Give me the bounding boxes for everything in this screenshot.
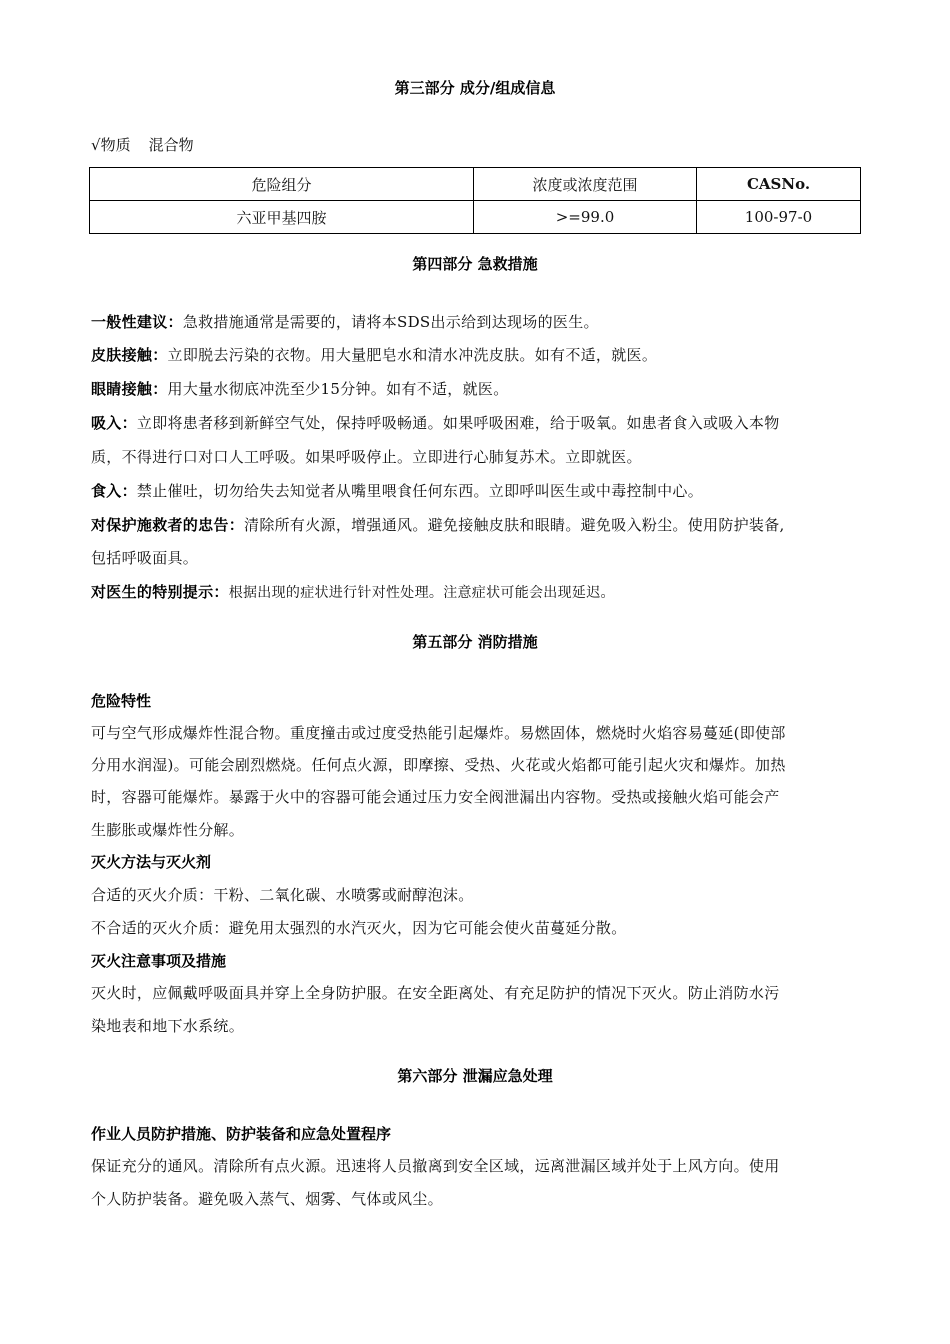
hazard-heading: 危险特性 — [91, 692, 152, 710]
hazard-line: 时，容器可能爆炸。暴露于火中的容器可能会通过压力安全阀泄漏出内容物。受热或接触火焰可能会产 — [91, 788, 780, 806]
table-cell-concentration: >=99.0 — [474, 201, 697, 234]
first-aid-inhale — [91, 412, 866, 434]
hazard-line: 生膨胀或爆炸性分解。 — [91, 821, 245, 839]
skin-label: 皮肤接触： — [91, 346, 168, 364]
extinguish-line: 不合适的灭火介质：避免用太强烈的水汽灭火，因为它可能会使火苗蔓延分散。 — [91, 919, 627, 937]
first-aid-doctor — [91, 581, 866, 604]
rescuer-text-1: 清除所有火源，增强通风。避免接触皮肤和眼睛。避免吸入粉尘。使用防护装备, — [244, 516, 785, 534]
rescuer-label: 对保护施救者的忠告： — [91, 516, 245, 534]
inhale-text-1: 立即将患者移到新鲜空气处，保持呼吸畅通。如果呼吸困难，给于吸氧。如患者食入或吸入本物 — [136, 414, 780, 432]
substance-value: 混合物 — [148, 136, 194, 154]
extinguish-line: 合适的灭火介质：干粉、二氧化碳、水喷雾或耐醇泡沫。 — [91, 886, 474, 904]
eye-text: 用大量水彻底冲洗至少15分钟。如有不适，就医。 — [167, 380, 509, 398]
first-aid-inhale-cont — [91, 446, 866, 468]
checkmark-icon: √ — [91, 136, 101, 154]
first-aid-ingest — [91, 480, 866, 502]
caution-line: 染地表和地下水系统。 — [91, 1017, 245, 1035]
table-header-cas: CASNo. — [697, 168, 861, 201]
inhale-label: 吸入： — [91, 414, 137, 432]
personnel-line: 保证充分的通风。清除所有点火源。迅速将人员撤离到安全区域，远离泄漏区域并处于上风方向。使用 — [91, 1157, 780, 1175]
caution-heading: 灭火注意事项及措施 — [91, 952, 227, 970]
first-aid-eye — [91, 378, 866, 400]
first-aid-rescuer — [91, 514, 866, 536]
section-title-part6: 第六部分 泄漏应急处理 — [397, 1067, 553, 1085]
personnel-heading: 作业人员防护措施、防护装备和应急处置程序 — [91, 1125, 392, 1143]
table-header-concentration: 浓度或浓度范围 — [474, 168, 697, 201]
composition-table — [89, 167, 861, 234]
general-label: 一般性建议： — [91, 313, 183, 331]
section-title-part4: 第四部分 急救措施 — [412, 255, 538, 273]
substance-line — [91, 134, 194, 156]
section-title-part3: 第三部分 成分/组成信息 — [394, 79, 556, 97]
first-aid-rescuer-cont — [91, 547, 866, 569]
table-row — [90, 201, 861, 234]
eye-label: 眼睛接触： — [91, 380, 168, 398]
rescuer-text-2: 包括呼吸面具。 — [91, 549, 199, 567]
personnel-line: 个人防护装备。避免吸入蒸气、烟雾、气体或风尘。 — [91, 1190, 443, 1208]
table-header-component: 危险组分 — [90, 168, 474, 201]
doctor-text: 根据出现的症状进行针对性处理。注意症状可能会出现延迟。 — [228, 585, 615, 601]
ingest-label: 食入： — [91, 482, 137, 500]
caution-line: 灭火时，应佩戴呼吸面具并穿上全身防护服。在安全距离处、有充足防护的情况下灭火。防止消防水污 — [91, 984, 780, 1002]
extinguish-heading: 灭火方法与灭火剂 — [91, 853, 212, 871]
hazard-line: 可与空气形成爆炸性混合物。重度撞击或过度受热能引起爆炸。易燃固体，燃烧时火焰容易蔓延(即使部 — [91, 724, 786, 742]
inhale-text-2: 质，不得进行口对口人工呼吸。如果呼吸停止。立即进行心肺复苏术。立即就医。 — [91, 448, 642, 466]
substance-label: 物质 — [100, 136, 131, 154]
first-aid-skin — [91, 344, 866, 366]
general-text: 急救措施通常是需要的，请将本SDS出示给到达现场的医生。 — [182, 313, 599, 331]
ingest-text: 禁止催吐，切勿给失去知觉者从嘴里喂食任何东西。立即呼叫医生或中毒控制中心。 — [136, 482, 704, 500]
skin-text: 立即脱去污染的衣物。用大量肥皂水和清水冲洗皮肤。如有不适，就医。 — [167, 346, 658, 364]
doctor-label: 对医生的特别提示： — [91, 583, 229, 601]
section-title-part5: 第五部分 消防措施 — [412, 633, 538, 651]
table-cell-cas: 100-97-0 — [697, 201, 861, 234]
first-aid-general — [91, 311, 866, 333]
table-cell-component: 六亚甲基四胺 — [90, 201, 474, 234]
hazard-line: 分用水润湿)。可能会剧烈燃烧。任何点火源，即摩擦、受热、火花或火焰都可能引起火灾和爆炸。加热 — [91, 756, 786, 774]
table-header-row — [90, 168, 861, 201]
